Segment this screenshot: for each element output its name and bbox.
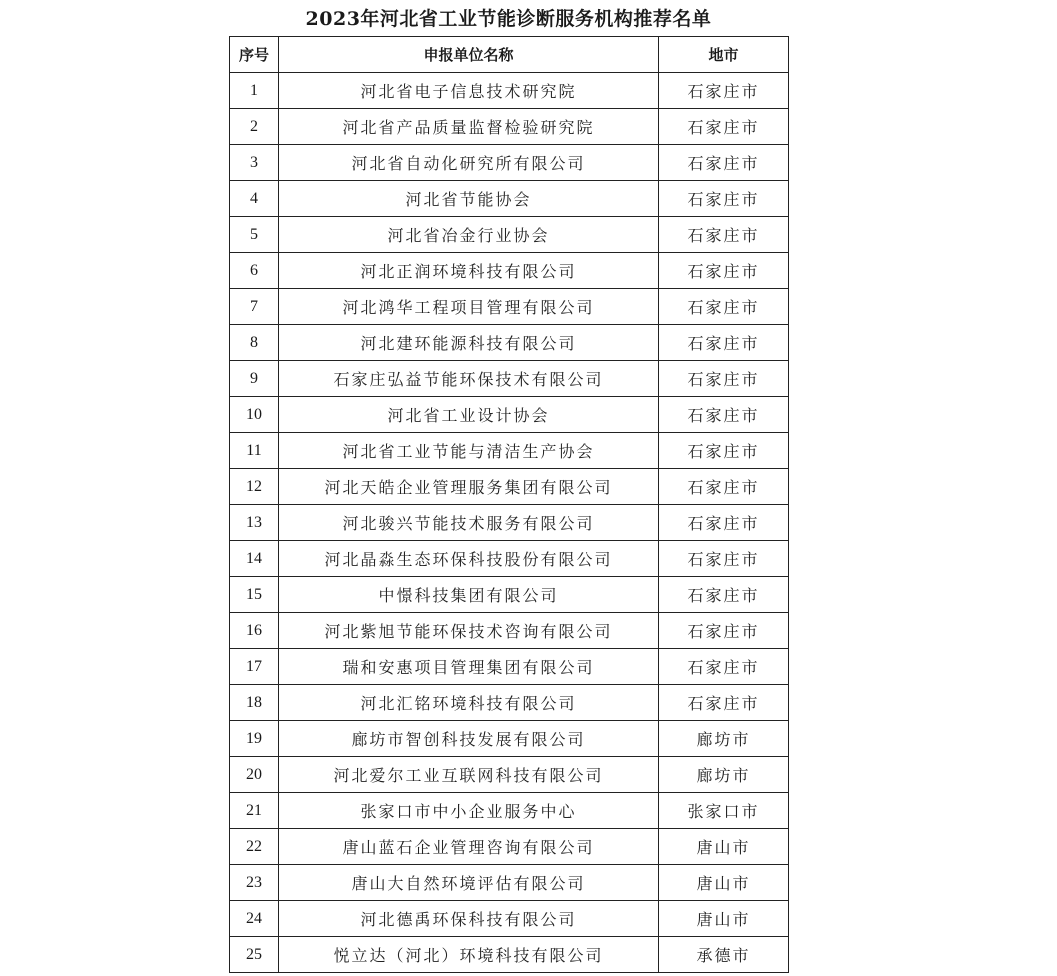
row-number: 8: [230, 325, 279, 361]
city-name: 石家庄市: [659, 289, 789, 325]
city-name: 石家庄市: [659, 577, 789, 613]
table-body: [230, 73, 789, 973]
city-name: 石家庄市: [659, 397, 789, 433]
org-name: 河北省节能协会: [279, 181, 659, 217]
table-row: [230, 937, 789, 973]
org-name: 河北省工业设计协会: [279, 397, 659, 433]
row-number: 13: [230, 505, 279, 541]
row-number: 21: [230, 793, 279, 829]
org-name: 河北爱尔工业互联网科技有限公司: [279, 757, 659, 793]
table-row: [230, 397, 789, 433]
row-number: 15: [230, 577, 279, 613]
row-number: 3: [230, 145, 279, 181]
row-number: 22: [230, 829, 279, 865]
row-number: 25: [230, 937, 279, 973]
org-name: 河北紫旭节能环保技术咨询有限公司: [279, 613, 659, 649]
table-row: [230, 181, 789, 217]
table-row: [230, 145, 789, 181]
city-name: 张家口市: [659, 793, 789, 829]
row-number: 18: [230, 685, 279, 721]
row-number: 20: [230, 757, 279, 793]
org-name: 河北骏兴节能技术服务有限公司: [279, 505, 659, 541]
org-name: 河北汇铭环境科技有限公司: [279, 685, 659, 721]
org-name: 河北鸿华工程项目管理有限公司: [279, 289, 659, 325]
table-row: [230, 613, 789, 649]
table-row: [230, 469, 789, 505]
table-row: [230, 865, 789, 901]
city-name: 石家庄市: [659, 253, 789, 289]
org-name: 中憬科技集团有限公司: [279, 577, 659, 613]
table-row: [230, 109, 789, 145]
org-name: 瑞和安惠项目管理集团有限公司: [279, 649, 659, 685]
org-name: 唐山大自然环境评估有限公司: [279, 865, 659, 901]
org-name: 张家口市中小企业服务中心: [279, 793, 659, 829]
org-name: 河北省自动化研究所有限公司: [279, 145, 659, 181]
city-name: 石家庄市: [659, 505, 789, 541]
table-row: [230, 289, 789, 325]
table-row: [230, 901, 789, 937]
city-name: 石家庄市: [659, 73, 789, 109]
org-name: 唐山蓝石企业管理咨询有限公司: [279, 829, 659, 865]
table-row: [230, 73, 789, 109]
city-name: 石家庄市: [659, 217, 789, 253]
row-number: 14: [230, 541, 279, 577]
city-name: 唐山市: [659, 901, 789, 937]
table-row: [230, 217, 789, 253]
table-row: [230, 685, 789, 721]
city-name: 石家庄市: [659, 685, 789, 721]
row-number: 10: [230, 397, 279, 433]
city-name: 石家庄市: [659, 181, 789, 217]
city-name: 廊坊市: [659, 721, 789, 757]
row-number: 1: [230, 73, 279, 109]
org-name: 悦立达（河北）环境科技有限公司: [279, 937, 659, 973]
header-city: 地市: [659, 37, 789, 73]
org-name: 河北天皓企业管理服务集团有限公司: [279, 469, 659, 505]
org-name: 河北省产品质量监督检验研究院: [279, 109, 659, 145]
table-row: [230, 253, 789, 289]
row-number: 17: [230, 649, 279, 685]
org-name: 河北省冶金行业协会: [279, 217, 659, 253]
org-name: 河北正润环境科技有限公司: [279, 253, 659, 289]
table-row: [230, 325, 789, 361]
table-row: [230, 649, 789, 685]
org-name: 河北省工业节能与清洁生产协会: [279, 433, 659, 469]
table-row: [230, 505, 789, 541]
row-number: 5: [230, 217, 279, 253]
row-number: 11: [230, 433, 279, 469]
row-number: 2: [230, 109, 279, 145]
city-name: 承德市: [659, 937, 789, 973]
header-name: 申报单位名称: [279, 37, 659, 73]
row-number: 6: [230, 253, 279, 289]
table-header-row: [230, 37, 789, 73]
table-row: [230, 433, 789, 469]
header-no: 序号: [230, 37, 279, 73]
city-name: 廊坊市: [659, 757, 789, 793]
page-title: 2023年河北省工业节能诊断服务机构推荐名单: [305, 8, 712, 30]
org-name: 河北晶淼生态环保科技股份有限公司: [279, 541, 659, 577]
table-row: [230, 361, 789, 397]
row-number: 12: [230, 469, 279, 505]
org-name: 河北建环能源科技有限公司: [279, 325, 659, 361]
org-name: 河北德禹环保科技有限公司: [279, 901, 659, 937]
org-name: 河北省电子信息技术研究院: [279, 73, 659, 109]
row-number: 23: [230, 865, 279, 901]
city-name: 石家庄市: [659, 109, 789, 145]
table-row: [230, 793, 789, 829]
row-number: 9: [230, 361, 279, 397]
table-row: [230, 757, 789, 793]
city-name: 石家庄市: [659, 649, 789, 685]
table-row: [230, 577, 789, 613]
city-name: 唐山市: [659, 829, 789, 865]
table-row: [230, 721, 789, 757]
city-name: 石家庄市: [659, 361, 789, 397]
city-name: 石家庄市: [659, 613, 789, 649]
city-name: 石家庄市: [659, 145, 789, 181]
row-number: 4: [230, 181, 279, 217]
city-name: 石家庄市: [659, 325, 789, 361]
row-number: 7: [230, 289, 279, 325]
row-number: 19: [230, 721, 279, 757]
org-name: 石家庄弘益节能环保技术有限公司: [279, 361, 659, 397]
city-name: 石家庄市: [659, 469, 789, 505]
city-name: 石家庄市: [659, 541, 789, 577]
recommendation-table: [229, 36, 789, 973]
city-name: 石家庄市: [659, 433, 789, 469]
city-name: 唐山市: [659, 865, 789, 901]
row-number: 24: [230, 901, 279, 937]
org-name: 廊坊市智创科技发展有限公司: [279, 721, 659, 757]
row-number: 16: [230, 613, 279, 649]
table-row: [230, 541, 789, 577]
table-row: [230, 829, 789, 865]
